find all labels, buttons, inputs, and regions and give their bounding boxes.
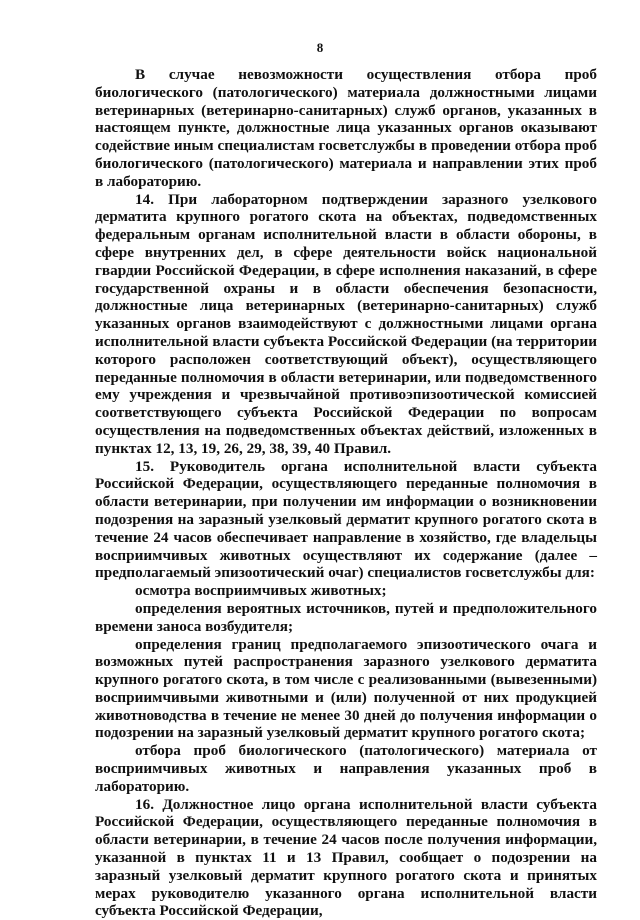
paragraph-14: 14. При лабораторном подтверждении заразного узелкового дерматита крупного рогатого скота на объектах, подведомственных федеральным органам исполнительной власти в области обороны, в сфере внутренних дел, в сфере деятельности войск национальной гвардии Российской Федерации, в сфере исполнения наказаний, в сфере государственной охраны и в области обеспечения безопасности, должностные лица ветеринарных (ветеринарно-санитарных) служб указанных органов взаимодействуют с должностными лицами органа исполнительной власти субъекта Российской Федерации (на территории которого расположен соответствующий объект), осуществляющего переданные полномочия в области ветеринарии, или подведомственного ему учреждения и чрезвычайной противоэпизоотической комиссией соответствующего субъекта Российской Федерации по вопросам осуществления на подведомственных объектах действий, изложенных в пунктах 12, 13, 19, 26, 29, 38, 39, 40 Правил.	[95, 190, 597, 457]
list-item-boundaries: определения границ предполагаемого эпизоотического очага и возможных путей распространения заразного узелкового дерматита крупного рогатого скота, в том числе с реализованными (вывезенными) восприимчивыми животными и (или) полученной от них продукцией животноводства в течение не менее 30 дней до получения информации о подозрении на заразный узелковый дерматит крупного рогатого скота;	[95, 635, 597, 742]
paragraph-16: 16. Должностное лицо органа исполнительной власти субъекта Российской Федерации, осуществляющего переданные полномочия в области ветеринарии, в течение 24 часов после получения информации, указанной в пунктах 11 и 13 Правил, сообщает о подозрении на заразный узелковый дерматит крупного рогатого скота и принятых мерах руководителю указанного органа исполнительной власти субъекта Российской Федерации,	[95, 795, 597, 920]
list-item-sampling: отбора проб биологического (патологического) материала от восприимчивых животных и направления указанных проб в лабораторию.	[95, 742, 597, 795]
paragraph-15: 15. Руководитель органа исполнительной власти субъекта Российской Федерации, осуществляющего переданные полномочия в области ветеринарии, при получении им информации о возникновении подозрения на заразный узелковый дерматит крупного рогатого скота в течение 24 часов обеспечивает направление в хозяйство, где владельцы восприимчивых животных осуществляют их содержание (далее – предполагаемый эпизоотический очаг) специалистов госветслужбы для:	[95, 457, 597, 582]
page-number: 8	[316, 40, 324, 55]
document-body	[95, 66, 597, 920]
paragraph-1: В случае невозможности осуществления отбора проб биологического (патологического) материала должностными лицами ветеринарных (ветеринарно-санитарных) служб органов, указанных в настоящем пункте, должностные лица указанных органов оказывают содействие иным специалистам госветслужбы в проведении отбора проб биологического (патологического) материала и направлении этих проб в лабораторию.	[95, 66, 597, 190]
list-item-inspection: осмотра восприимчивых животных;	[135, 582, 387, 600]
list-item-sources: определения вероятных источников, путей и предположительного времени заноса возбудителя;	[95, 599, 597, 635]
